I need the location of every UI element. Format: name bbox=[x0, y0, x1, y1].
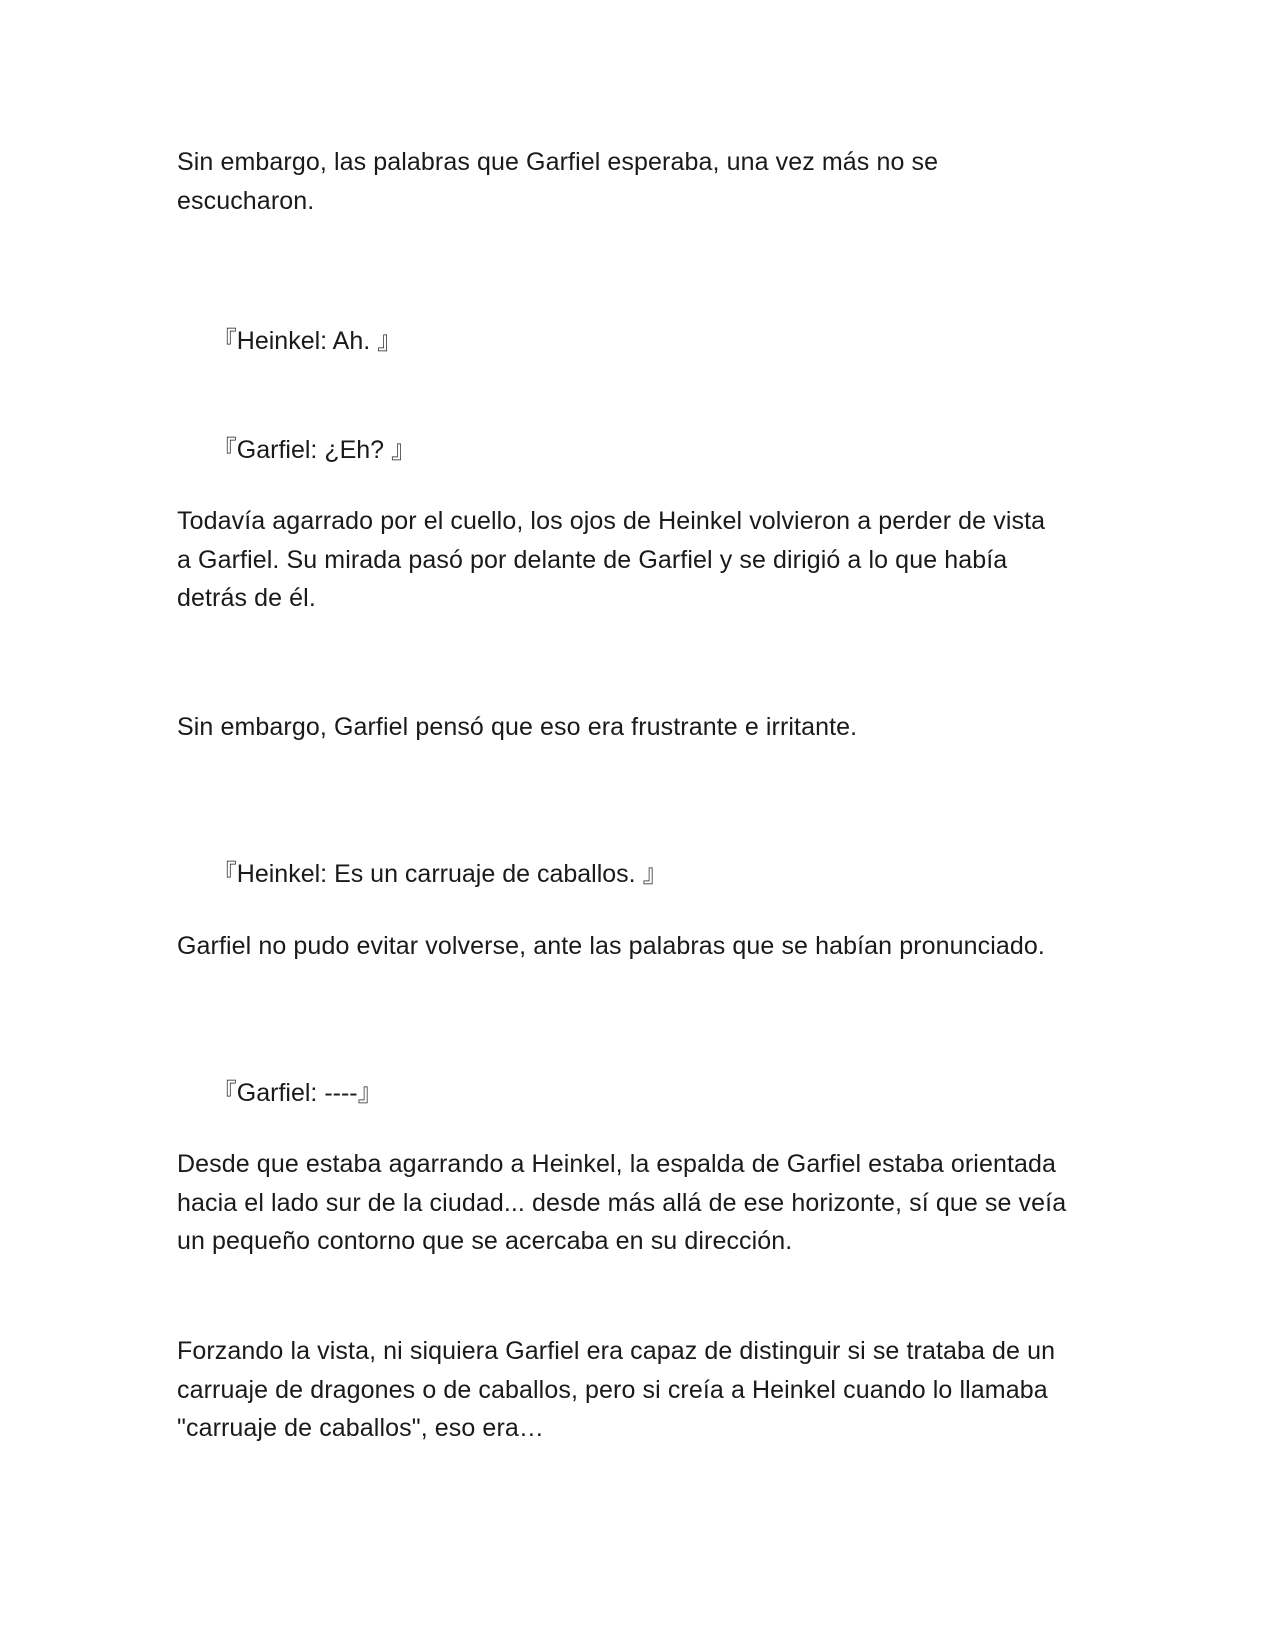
text-line: Garfiel no pudo evitar volverse, ante las palabras que se habían pronunciado. bbox=[177, 932, 1045, 960]
text-line: 『Heinkel: Es un carruaje de caballos. 』 bbox=[211, 860, 668, 888]
paragraph-6 bbox=[177, 1332, 1107, 1448]
text-line: escucharon. bbox=[177, 186, 315, 215]
text-line: Sin embargo, Garfiel pensó que eso era frustrante e irritante. bbox=[177, 713, 858, 741]
text-line: "carruaje de caballos", eso era… bbox=[177, 1414, 544, 1442]
dialogue-heinkel-1 bbox=[184, 284, 402, 398]
paragraph-1 bbox=[177, 143, 1107, 220]
paragraph-2 bbox=[177, 502, 1107, 618]
paragraph-4 bbox=[177, 927, 1107, 966]
text-line: 『Heinkel: Ah. 』 bbox=[211, 327, 403, 355]
dialogue-garfiel-1 bbox=[184, 393, 416, 507]
paragraph-5 bbox=[177, 1145, 1107, 1261]
text-line: un pequeño contorno que se acercaba en su dirección. bbox=[177, 1227, 793, 1255]
text-line: Todavía agarrado por el cuello, los ojos de Heinkel volvieron a perder de vista bbox=[177, 507, 1046, 535]
dialogue-heinkel-2 bbox=[184, 817, 668, 931]
dialogue-garfiel-2 bbox=[184, 1036, 383, 1150]
text-line: hacia el lado sur de la ciudad... desde más allá de ese horizonte, sí que se veía bbox=[177, 1188, 1067, 1217]
text-line: a Garfiel. Su mirada pasó por delante de Garfiel y se dirigió a lo que había bbox=[177, 545, 1008, 574]
text-line: Forzando la vista, ni siquiera Garfiel era capaz de distinguir si se trataba de un bbox=[177, 1337, 1056, 1365]
text-line: Sin embargo, las palabras que Garfiel esperaba, una vez más no se bbox=[177, 148, 939, 176]
text-line: 『Garfiel: ----』 bbox=[211, 1079, 383, 1107]
text-line: detrás de él. bbox=[177, 584, 316, 612]
paragraph-3 bbox=[177, 708, 1107, 747]
text-line: Desde que estaba agarrando a Heinkel, la espalda de Garfiel estaba orientada bbox=[177, 1150, 1057, 1178]
text-line: carruaje de dragones o de caballos, pero si creía a Heinkel cuando lo llamaba bbox=[177, 1375, 1048, 1404]
text-line: 『Garfiel: ¿Eh? 』 bbox=[211, 436, 417, 464]
